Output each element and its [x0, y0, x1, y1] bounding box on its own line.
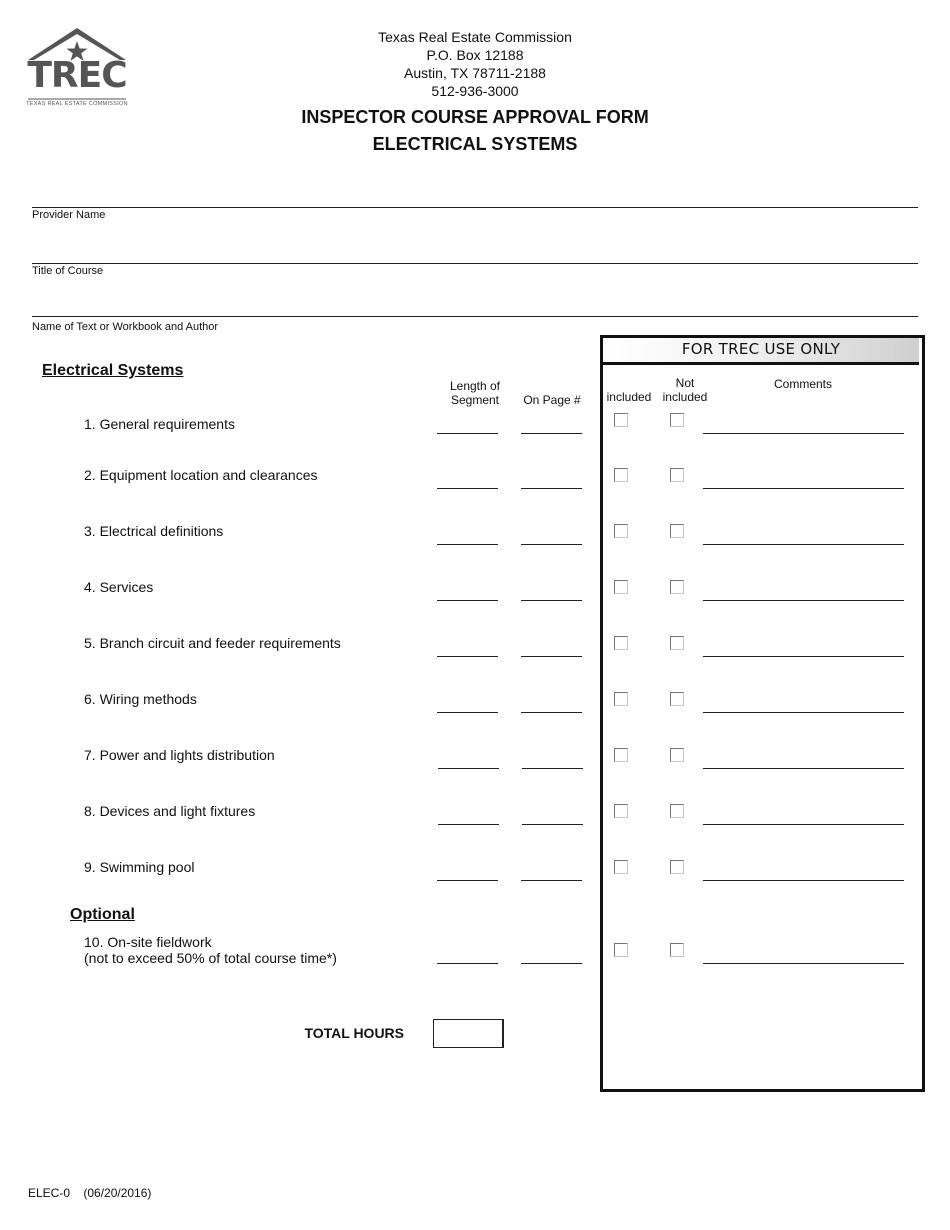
included-checkbox[interactable] — [614, 943, 628, 957]
not-included-checkbox[interactable] — [670, 636, 684, 650]
page-field[interactable] — [521, 433, 582, 434]
form-id: ELEC-0 (06/20/2016) — [28, 1186, 152, 1200]
length-field[interactable] — [437, 880, 498, 881]
course-title-field[interactable] — [32, 263, 918, 264]
comments-field[interactable] — [703, 433, 904, 434]
length-field[interactable] — [437, 712, 498, 713]
phone: 512-936-3000 — [431, 83, 519, 99]
comments-field[interactable] — [703, 600, 904, 601]
not-included-header: included — [662, 390, 708, 404]
length-field[interactable] — [437, 544, 498, 545]
included-checkbox[interactable] — [614, 692, 628, 706]
item-branch-circuit: 5. Branch circuit and feeder requirements — [84, 635, 341, 651]
included-checkbox[interactable] — [614, 804, 628, 818]
included-checkbox[interactable] — [614, 524, 628, 538]
provider-name-label: Provider Name — [32, 209, 106, 221]
included-checkbox[interactable] — [614, 580, 628, 594]
item-onsite-fieldwork-note: (not to exceed 50% of total course time*) — [84, 950, 337, 966]
not-included-checkbox[interactable] — [670, 413, 684, 427]
comments-field[interactable] — [703, 824, 904, 825]
trec-use-only-box — [600, 335, 925, 1092]
page-field[interactable] — [521, 488, 582, 489]
comments-field[interactable] — [703, 544, 904, 545]
page-field[interactable] — [522, 824, 583, 825]
comments-field[interactable] — [703, 768, 904, 769]
item-swimming-pool: 9. Swimming pool — [84, 859, 195, 875]
provider-name-field[interactable] — [32, 207, 918, 208]
comments-field[interactable] — [703, 963, 904, 964]
section-title: Electrical Systems — [42, 362, 184, 379]
length-field[interactable] — [438, 824, 499, 825]
length-field[interactable] — [437, 600, 498, 601]
item-general-requirements: 1. General requirements — [84, 416, 235, 432]
text-author-field[interactable] — [32, 316, 918, 317]
comments-header: Comments — [773, 377, 832, 391]
page-field[interactable] — [522, 768, 583, 769]
length-header-line2: Segment — [450, 393, 500, 407]
included-checkbox[interactable] — [614, 468, 628, 482]
comments-field[interactable] — [703, 712, 904, 713]
not-included-checkbox[interactable] — [670, 524, 684, 538]
logo-tagline: TEXAS REAL ESTATE COMMISSION — [26, 101, 128, 107]
page-field[interactable] — [521, 712, 582, 713]
comments-field[interactable] — [703, 656, 904, 657]
not-included-checkbox[interactable] — [670, 468, 684, 482]
included-checkbox[interactable] — [614, 636, 628, 650]
not-included-checkbox[interactable] — [670, 804, 684, 818]
city-address: Austin, TX 78711-2188 — [404, 65, 546, 81]
item-wiring-methods: 6. Wiring methods — [84, 691, 197, 707]
text-author-label: Name of Text or Workbook and Author — [32, 321, 219, 333]
length-field[interactable] — [437, 488, 498, 489]
trec-header: FOR TREC USE ONLY — [681, 340, 841, 358]
page-header: On Page # — [523, 393, 581, 407]
included-checkbox[interactable] — [614, 748, 628, 762]
item-electrical-definitions: 3. Electrical definitions — [84, 523, 224, 539]
item-services: 4. Services — [84, 579, 154, 595]
included-header: included — [606, 390, 652, 404]
not-included-checkbox[interactable] — [670, 943, 684, 957]
form-subtitle: ELECTRICAL SYSTEMS — [372, 134, 578, 154]
length-header-line1: Length of — [449, 379, 501, 393]
item-devices-fixtures: 8. Devices and light fixtures — [84, 803, 256, 819]
not-included-checkbox[interactable] — [670, 748, 684, 762]
not-included-checkbox[interactable] — [670, 580, 684, 594]
comments-field[interactable] — [703, 488, 904, 489]
page-field[interactable] — [521, 544, 582, 545]
item-power-lights: 7. Power and lights distribution — [84, 747, 275, 763]
comments-field[interactable] — [703, 880, 904, 881]
item-onsite-fieldwork: 10. On-site fieldwork — [84, 934, 212, 950]
length-field[interactable] — [437, 963, 498, 964]
page-field[interactable] — [521, 880, 582, 881]
not-included-checkbox[interactable] — [670, 860, 684, 874]
length-field[interactable] — [437, 433, 498, 434]
total-hours-label: TOTAL HOURS — [304, 1025, 404, 1041]
item-equipment-location: 2. Equipment location and clearances — [84, 467, 318, 483]
po-box: P.O. Box 12188 — [426, 47, 524, 63]
not-included-checkbox[interactable] — [670, 692, 684, 706]
length-field[interactable] — [437, 656, 498, 657]
logo-wordmark: TREC — [27, 55, 127, 96]
not-header: Not — [675, 376, 695, 390]
course-title-label: Title of Course — [32, 265, 104, 277]
page-field[interactable] — [521, 600, 582, 601]
org-name: Texas Real Estate Commission — [378, 29, 572, 45]
page-field[interactable] — [521, 963, 582, 964]
optional-title: Optional — [70, 906, 135, 923]
total-hours-field[interactable] — [433, 1019, 504, 1048]
form-title: INSPECTOR COURSE APPROVAL FORM — [301, 107, 649, 127]
page-field[interactable] — [521, 656, 582, 657]
included-checkbox[interactable] — [614, 860, 628, 874]
length-field[interactable] — [438, 768, 499, 769]
included-checkbox[interactable] — [614, 413, 628, 427]
